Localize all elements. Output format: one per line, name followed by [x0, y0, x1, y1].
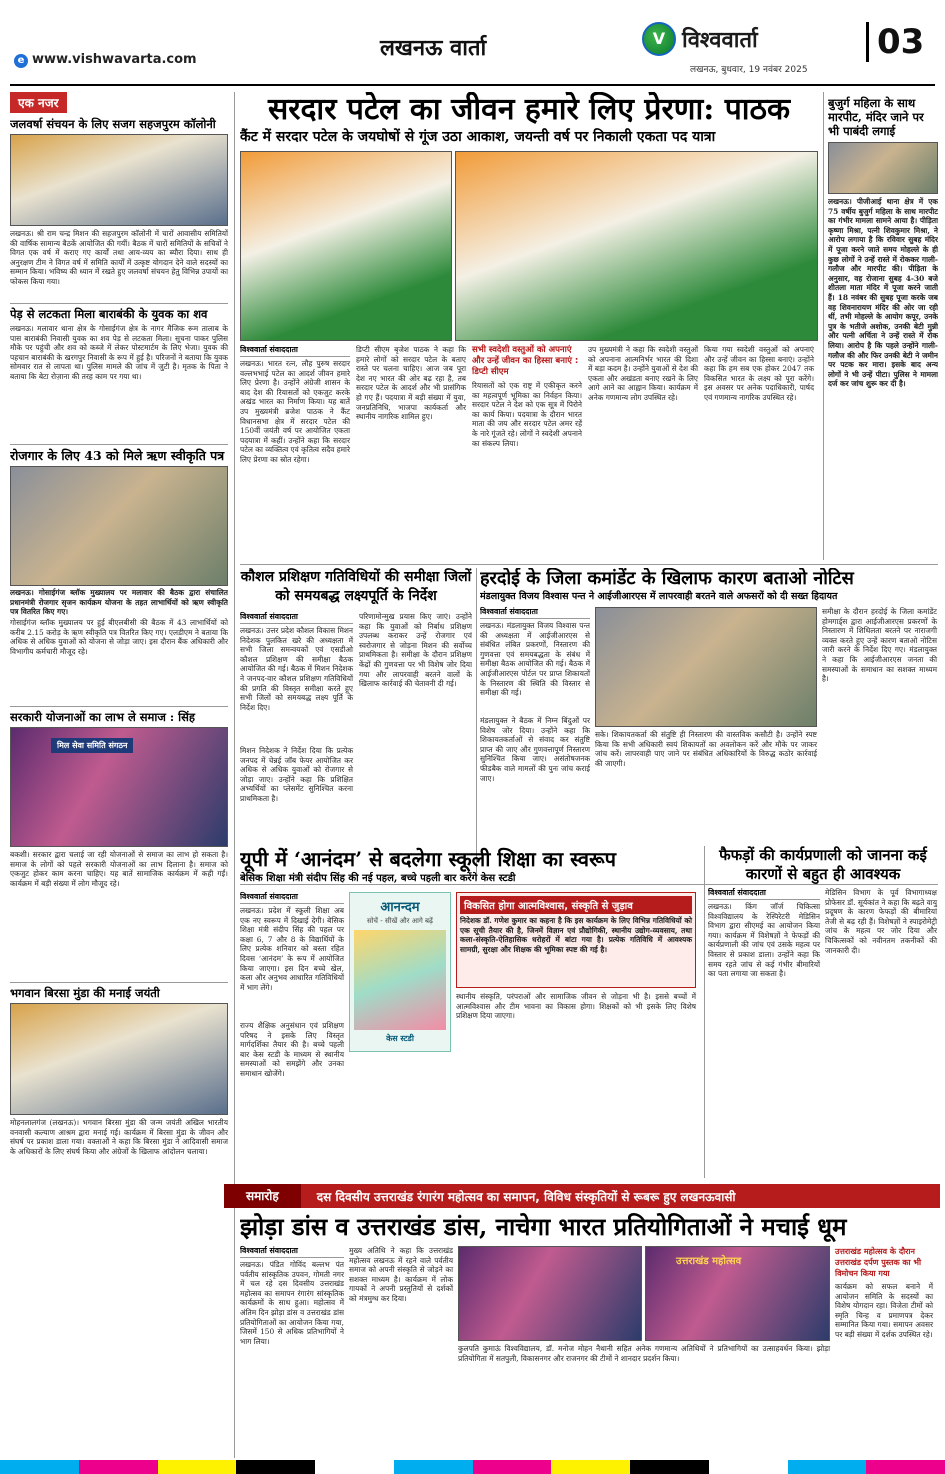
story-subhead: मंडलायुक्त विजय विश्वास पन्त ने आईजीआरएस में लापरवाही बरतने वाले अफसरों को दी सख्त हिदायत	[480, 591, 838, 602]
lead-headline: सरदार पटेल का जीवन हमारे लिए प्रेरणा: पाठक	[267, 92, 791, 127]
masthead	[0, 0, 945, 88]
lead-photos	[240, 151, 818, 341]
masthead-rule	[10, 84, 935, 86]
byline: विश्ववार्ता संवाददाता	[240, 612, 353, 624]
story-headline: कौशल प्रशिक्षण गतिविधियों की समीक्षा जिलों को समयबद्ध लक्ष्यपूर्ति के निर्देश	[240, 569, 472, 604]
story-body: परिणामोन्मुख प्रयास किए जाएं। उन्होंने कहा कि युवाओं को निर्बाध प्रशिक्षण उपलब्ध कराकर उन्हें रोजगार एवं स्वरोजगार से जोड़ना मिशन की सर्वोच्च प्राथमिकता है। समीक्षा के दौरान प्रशिक्षण केंद्रों की गुणवत्ता पर भी विशेष जोर दिया गया और लापरवाही बरतने वालों के खिलाफ कार्रवाई की चेतावनी दी गई।	[359, 612, 472, 689]
box-headline: विकसित होगा आत्मविश्वास, संस्कृति से जुड़ाव	[460, 896, 692, 914]
byline: विश्ववार्ता संवाददाता	[240, 892, 344, 904]
school-story	[240, 846, 700, 1178]
story-headline: बुजुर्ग महिला के साथ मारपीट, मंदिर जाने पर भी पाबंदी लगाई	[828, 96, 924, 138]
banner-text: दस दिवसीय उत्तराखंड रंगारंग महोत्सव का समापन, विविध संस्कृतियों से रूबरू हुए लखनऊवासी	[316, 1189, 736, 1204]
skill-story	[240, 568, 472, 880]
lead-col	[588, 345, 698, 550]
story-body: कुलपति कुमाऊं विश्वविद्यालय, डॉ. मनोज मोहन नैथानी सहित अनेक गणमान्य अतिथियों ने प्रतिभागियों का उत्साहवर्धन किया। झोड़ा प्रतियोगिता में सतपुली, विकासनगर और राजनगर की टीमों ने शानदार प्रदर्शन किया।	[458, 1344, 830, 1363]
photo-banner-text: मिल सेवा समिति संगठन	[51, 738, 133, 753]
story-col	[480, 607, 590, 832]
story-body: लखनऊ। प्रदेश में स्कूली शिक्षा अब एक नए स्वरूप में दिखाई देगी। बेसिक शिक्षा मंत्री संदीप सिंह की पहल पर कक्षा 6, 7 और 8 के विद्यार्थियों के लिए प्रत्येक शनिवार को बस्ता रहित दिवस ‘आनंदम’ के रूप में आयोजित किया जाएगा। इस दिन बच्चे खेल, कला और अनुभव आधारित गतिविधियों में भाग लेंगे।	[240, 906, 344, 992]
lead-photo	[455, 151, 818, 341]
lead-body: उप मुख्यमंत्री ने कहा कि स्वदेशी वस्तुओं को अपनाना आत्मनिर्भर भारत की दिशा में बड़ा कदम है। उन्होंने युवाओं से देश की एकता और अखंडता बनाए रखने के लिए आगे आने का आह्वान किया। कार्यक्रम में अनेक गणमान्य लोग उपस्थित रहे।	[588, 345, 698, 402]
byline: विश्ववार्ता संवाददाता	[480, 607, 590, 619]
right-story	[828, 96, 938, 560]
story-headline: रोजगार के लिए 43 को मिले ऋण स्वीकृति पत्र	[10, 444, 228, 463]
story-photo	[595, 607, 817, 727]
banner-kicker: समारोह	[224, 1184, 301, 1208]
story-body: समीक्षा के दौरान हरदोई के जिला कमांडेंट होमगार्ड्स द्वारा आईजीआरएस प्रकरणों के निस्तारण में शिथिलता बरतने पर नाराजगी व्यक्त करते हुए उन्हें कारण बताओ नोटिस जारी करने के निर्देश दिए गए। मंडलायुक्त ने कहा कि आईजीआरएस जनता की समस्याओं के समाधान का सशक्त माध्यम है।	[822, 607, 937, 684]
column-divider	[234, 92, 235, 1458]
story-photo	[10, 727, 228, 847]
brand-logo-icon: V	[642, 22, 676, 56]
dateline: लखनऊ, बुधवार, 19 नवंबर 2025	[690, 65, 808, 75]
box-body: निदेशक डॉ. गणेश कुमार का कहना है कि इस कार्यक्रम के लिए विभिन्न गतिविधियों को एक सूची तैयार की है, जिनमें विज्ञान एवं प्रौद्योगिकी, स्थानीय उद्योग-व्यवसाय, तथा कला-संस्कृति-ऐतिहासिक धरोहरों में बांटा गया है। प्रत्येक गतिविधि में आवश्यक सामग्री, सुरक्षा और शिक्षक की भूमिका स्पष्ट की गई है।	[460, 916, 692, 954]
story-col	[240, 1246, 344, 1450]
story-headline: यूपी में ‘आनंदम’ से बदलेगा स्कूली शिक्षा का स्वरूप	[240, 847, 616, 871]
lead-col	[704, 345, 814, 550]
color-registration-bar	[0, 1460, 945, 1474]
lung-story	[708, 846, 938, 1178]
story-col	[825, 888, 937, 1152]
left-column	[10, 92, 228, 1458]
story-headline: पेड़ से लटकता मिला बाराबंकी के युवक का शव	[10, 303, 228, 321]
story-body: स्थानीय संस्कृति, परंपराओं और सामाजिक जीवन से जोड़ना भी है। इससे बच्चों में आत्मविश्वास और टीम भावना का विकास होगा। शिक्षकों को भी इसके लिए विशेष प्रशिक्षण दिया जाएगा।	[456, 992, 696, 1021]
story-columns	[240, 1246, 938, 1450]
story-body: मिशन निदेशक ने निर्देश दिया कि प्रत्येक जनपद में चेन्नई जॉब फेयर आयोजित कर अधिक से अधिक युवाओं को रोजगार से जोड़ा जाए। उन्होंने कहा कि प्रशिक्षित अभ्यर्थियों का प्लेसमेंट सुनिश्चित करना प्राथमिकता है।	[240, 746, 353, 803]
brand-name: विश्ववार्ता	[682, 28, 758, 53]
byline: विश्ववार्ता संवाददाता	[708, 888, 820, 900]
story-subhead: बेसिक शिक्षा मंत्री संदीप सिंह की नई पहल, बच्चे पहली बार करेंगे केस स्टडी	[240, 873, 516, 884]
story-col	[349, 1246, 453, 1450]
pull-quote: सभी स्वदेशी वस्तुओं को अपनाएं और उन्हें जीवन का हिस्सा बनाएं : डिप्टी सीएम	[472, 345, 579, 377]
photo-caption: लखनऊ। गोसाईगंज ब्लॉक मुख्यालय पर मलावार की बैठक द्वारा संचालित प्रधानमंत्री रोजगार सृजन कार्यक्रम योजना के तहत लाभार्थियों को ऋण स्वीकृति पत्र वितरित किए गए।	[10, 588, 228, 617]
lead-story	[240, 92, 818, 560]
story-headline: हरदोई के जिला कमांडेंट के खिलाफ कारण बताओ नोटिस	[480, 568, 854, 589]
lead-subhead: कैंट में सरदार पटेल के जयघोषों से गूंज उठा आकाश, जयन्ती वर्ष पर निकाली एकता पद यात्रा	[240, 129, 716, 145]
lead-body: लखनऊ। भारत रत्न, लौह पुरुष सरदार वल्लभभाई पटेल का आदर्श जीवन हमारे लिए प्रेरणा है। उन्होंने अंग्रेजी शासन के बाद देश की रियासतों को एकजुट करके अखंड भारत का निर्माण किया। यह बातें उप मुख्यमंत्री ब्रजेश पाठक ने कैंट विधानसभा क्षेत्र में सरदार पटेल की 150वीं जयंती वर्ष पर आयोजित एकता पदयात्रा में कहीं। उन्होंने कहा कि सरदार पटेल का व्यक्तित्व एवं कृतित्व सदैव हमारे लिए प्रेरणा का स्रोत रहेगा।	[240, 359, 350, 464]
story-body: राज्य शैक्षिक अनुसंधान एवं प्रशिक्षण परिषद ने इसके लिए विस्तृत मार्गदर्शिका तैयार की है। बच्चे पहली बार केस स्टडी के माध्यम से स्थानीय समस्याओं को समझेंगे और उनका समाधान खोजेंगे।	[240, 1021, 344, 1078]
story-columns	[480, 607, 938, 832]
kicker-ek-nazar: एक नजर	[10, 92, 67, 113]
highlight-box	[456, 892, 696, 988]
story-headline: फैफड़ों की कार्यप्रणाली को जानना कई कारणों से बहुत ही आवश्यक	[719, 846, 927, 883]
lead-col	[240, 345, 350, 550]
story-col	[595, 607, 817, 832]
lead-photo	[240, 151, 452, 341]
row-divider	[240, 564, 938, 565]
story-col	[822, 607, 937, 832]
booklet-footer: केस स्टडी	[386, 1034, 414, 1043]
story-photo	[458, 1246, 642, 1341]
story-col	[458, 1246, 830, 1450]
story-body: लखनऊ। पीजीआई थाना क्षेत्र में एक 75 वर्षीय बुजुर्ग महिला के साथ मारपीट का गंभीर मामला सामने आया है। पीड़िता कृष्णा मिश्रा, पत्नी शिवकुमार मिश्रा, ने आरोप लगाया है कि रविवार सुबह मंदिर में पूजा करने जाते समय मोहल्ले के ही कुछ लोगों ने उन्हें रास्ते में रोककर गाली-गलौज और मारपीट की। पीड़िता के अनुसार, वह रोजाना सुबह 4-30 बजे शीतला माता मंदिर में पूजा करने जाती हैं। 18 नवंबर की सुबह पूजा करके जब वह शिवनारायण मंदिर की ओर जा रही थीं, तभी मोहल्ले के आयोग कपूर, उनके पुत्र के भतीजे अशोक, उनकी बेटी मुन्नी और पत्नी अर्चिता ने उन्हें रास्ते में रोक लिया। आरोप है कि पहले उन्होंने गाली-गलौज की और फिर उनकी बेटी ने जमीन पर पटक कर मारा। इसके बाद अन्य लोगों ने भी उन्हें पीटा। पुलिस ने मामला दर्ज कर जांच शुरू कर दी है।	[828, 197, 938, 389]
site-url[interactable]	[14, 52, 197, 68]
story-body: मोहनलालगंज (लखनऊ)। भगवान बिरसा मुंडा की जन्म जयंती अखिल भारतीय वनवासी कल्याण आश्रम द्वारा मनाई गई। कार्यक्रम में बिरसा मुंडा के जीवन और संघर्ष पर प्रकाश डाला गया। वक्ताओं ने कहा कि बिरसा मुंडा ने आदिवासी समाज के अधिकारों के लिए संघर्ष किया और अंग्रेजों के खिलाफ आंदोलन चलाया।	[10, 1118, 228, 1156]
festival-banner	[224, 1184, 940, 1208]
story-body: सके। शिकायतकर्ता की संतुष्टि ही निस्तारण की वास्तविक कसौटी है। उन्होंने स्पष्ट किया कि सभी अधिकारी स्वयं शिकायतों का अवलोकन करें और मौके पर जाकर जांच करें। लापरवाही पाए जाने पर संबंधित अधिकारियों के विरुद्ध कठोर कार्रवाई की जाएगी।	[595, 730, 817, 768]
lead-body-columns	[240, 345, 818, 550]
story-col	[708, 888, 820, 1152]
anandam-booklet	[349, 892, 451, 1052]
story-body: लखनऊ। मलावार थाना क्षेत्र के गोसाईगंज क्षेत्र के नागर मैजिक रूम तालाब के पास बाराबंकी निवासी युवक का शव पेड़ से लटकता मिला। सूचना पाकर पुलिस मौके पर पहुंची और शव को कब्जे में लेकर पोस्टमार्टम के लिए भेजा। युवक की पहचान बाराबंकी के खरगपुर निवासी के रूप में हुई है। परिजनों ने बताया कि युवक सोमवार रात से लापता था। पुलिस मामले की जांच में जुटी है। मृतक के पिता ने बताया कि बेटा रोज़ाना की तरह काम पर गया था।	[10, 324, 228, 381]
story-headline: सरकारी योजनाओं का लाभ ले समाज : सिंह	[10, 706, 228, 724]
booklet-subtitle: सोचें - सीखें और आगे बढ़ें	[367, 917, 433, 925]
story-headline: झोड़ा डांस व उत्तराखंड डांस, नाचेगा भारत प्रतियोगिताओं ने मचाई धूम	[240, 1212, 847, 1241]
story-body: लखनऊ। मंडलायुक्त विजय विश्वास पन्त की अध्यक्षता में आईजीआरएस से संबंधित लंबित प्रकरणों, निस्तारण की गुणवत्ता एवं समयबद्धता के संबंध में समीक्षा बैठक आयोजित की गई। बैठक में आईजीआरएस पोर्टल पर प्राप्त शिकायतों के निस्तारण की स्थिति की विस्तार से समीक्षा की गई।	[480, 621, 590, 698]
story-columns	[240, 612, 472, 857]
photo-sign-text: उत्तराखंड महोत्सव	[676, 1256, 742, 1267]
festival-photos	[458, 1246, 830, 1341]
story-photo	[828, 142, 938, 194]
column-divider	[476, 568, 477, 880]
story-body: लखनऊ। पंडित गोविंद बल्लभ पंत पर्वतीय सांस्कृतिक उपवन, गोमती नगर में चल रहे दस दिवसीय उत्तराखंड महोत्सव का समापन रंगारंग सांस्कृतिक कार्यक्रमों के साथ हुआ। महोत्सव में अंतिम दिन झोड़ा डांस व उत्तराखंड डांस प्रतियोगिताओं का आयोजन किया गया, जिसमें 150 से अधिक प्रतिभागियों ने भाग लिया।	[240, 1260, 344, 1346]
byline: विश्ववार्ता संवाददाता	[240, 1246, 344, 1258]
booklet-title: आनन्दम	[380, 900, 420, 915]
lead-body: रियासतों को एक राष्ट्र में एकीकृत करने का महत्वपूर्ण भूमिका का निर्वहन किया। सरदार पटेल ने देश को एक सूत्र में पिरोने का कार्य किया। पदयात्रा के दौरान भारत माता की जय और सरदार पटेल अमर रहें के नारे गूंजते रहे। लोगों ने स्वदेशी अपनाने का संकल्प लिया।	[472, 381, 582, 448]
story-col	[359, 612, 472, 857]
story-headline: जलवर्षा संचयन के लिए सजग सहजपुरम कॉलोनी	[10, 117, 216, 131]
story-body: बकशी। सरकार द्वारा चलाई जा रही योजनाओं से समाज का लाभ हो सकता है। समाज के लोगों को पहले सरकारी योजनाओं का लाभ दिलाना है। समाज को एकजुट होकर काम करना चाहिए। यह बातें सामाजिक कार्यक्रम में कही गईं। कार्यक्रम में बड़ी संख्या में लोग मौजूद रहे।	[10, 850, 228, 888]
story-photo	[10, 466, 228, 586]
story-body: कार्यक्रम को सफल बनाने में आयोजन समिति के सदस्यों का विशेष योगदान रहा। विजेता टीमों को स्मृति चिन्ह व प्रमाणपत्र देकर सम्मानित किया गया। समापन अवसर पर बड़ी संख्या में दर्शक उपस्थित रहे।	[835, 1282, 933, 1339]
lead-body: किया गया स्वदेशी वस्तुओं को अपनाएं और उन्हें जीवन का हिस्सा बनाएं। उन्होंने कहा कि हम सब एक होकर 2047 तक विकसित भारत के लक्ष्य को पूरा करेंगे। इस अवसर पर अनेक पदाधिकारी, पार्षद एवं गणमान्य नागरिक उपस्थित रहे।	[704, 345, 814, 402]
story-col	[835, 1246, 933, 1450]
story-col	[240, 612, 353, 857]
browser-icon: e	[14, 54, 28, 68]
story-headline: भगवान बिरसा मुंडा की मनाई जयंती	[10, 982, 228, 1000]
story-body: लखनऊ। श्री राम चन्द्र मिशन की सहजपुरम कॉलोनी में चारों आवासीय समितियों की वार्षिक सामान्य बैठकें आयोजित की गयीं। बैठक में चारों समितियों के सचिवों ने विगत एक वर्ष में कराए गए कार्यों तथा आय-व्यय का ब्यौरा दिया। साथ ही अनुरक्षण टीम ने विगत वर्ष में समिति कार्यों में उत्कृष्ट योगदान देने वाले सदस्यों का सम्मान किया। भविष्य की ध्यान में रखते हुए जलवर्षा संचयन हेतु विभिन्न उपायों का फोकस किया गया।	[10, 229, 228, 286]
story-columns	[240, 892, 700, 1126]
story-body: लखनऊ। किंग जॉर्ज चिकित्सा विश्वविद्यालय के रेस्पिरेटरी मेडिसिन विभाग द्वारा सीएमई का आयोजन किया गया। कार्यक्रम में विशेषज्ञों ने फेफड़ों की कार्यप्रणाली की जांच एवं उसके महत्व पर विस्तार से प्रकाश डाला। उन्होंने कहा कि समय रहते जांच से कई गंभीर बीमारियों का पता लगाया जा सकता है।	[708, 902, 820, 979]
lead-col	[472, 345, 582, 550]
column-divider	[823, 92, 824, 560]
story-photo	[10, 1003, 228, 1115]
story-body: गोसाईगंज ब्लॉक मुख्यालय पर हुई बीएलबीसी की बैठक में 43 लाभार्थियों को करीब 2.15 करोड़ के ऋण स्वीकृति पत्र वितरित किए गए। एलडीएम ने बताया कि अधिक से अधिक युवाओं को योजना से जोड़ा जाए। इस दौरान बैंक अधिकारी और विभागीय कर्मचारी मौजूद रहे।	[10, 618, 228, 656]
story-col	[240, 892, 344, 1126]
booklet-illustration	[354, 930, 446, 1030]
festival-story	[240, 1212, 938, 1458]
story-columns	[708, 888, 938, 1152]
story-body: मंडलायुक्त ने बैठक में निम्न बिंदुओं पर विशेष जोर दिया। उन्होंने कहा कि शिकायतकर्ताओं से संवाद कर संतुष्टि प्राप्त की जाए और गुणवत्तापूर्ण निस्तारण सुनिश्चित किया जाए। असंतोषजनक फीडबैक वाले मामलों की पुनः जांच कराई जाए।	[480, 716, 590, 783]
lead-body: डिप्टी सीएम बृजेश पाठक ने कहा कि हमारे लोगों को सरदार पटेल के बताए रास्ते पर चलना चाहिए। आज जब पूरा देश नए भारत की ओर बढ़ रहा है, तब सरदार पटेल के आदर्श और भी प्रासंगिक हो गए हैं। पदयात्रा में बड़ी संख्या में युवा, जनप्रतिनिधि, भाजपा कार्यकर्ता और स्थानीय नागरिक शामिल हुए।	[356, 345, 466, 422]
story-col	[456, 892, 696, 1126]
story-photo	[10, 134, 228, 226]
story-body: मेडिसिन विभाग के पूर्व विभागाध्यक्ष प्रोफेसर डॉ. सूर्यकांत ने कहा कि बढ़ते वायु प्रदूषण के कारण फेफड़ों की बीमारियां तेजी से बढ़ रही हैं। विशेषज्ञों ने स्पाइरोमेट्री जांच के महत्व पर जोर दिया और चिकित्सकों को नवीनतम तकनीकों की जानकारी दी।	[825, 888, 937, 955]
lead-col	[356, 345, 466, 550]
byline: विश्ववार्ता संवाददाता	[240, 345, 350, 357]
brand	[642, 22, 758, 56]
story-body: मुख्य अतिथि ने कहा कि उत्तराखंड महोत्सव लखनऊ में रहने वाले पर्वतीय समाज को अपनी संस्कृति से जोड़ने का सशक्त माध्यम है। कार्यक्रम में लोक गायकों ने अपनी प्रस्तुतियों से दर्शकों को मंत्रमुग्ध कर दिया।	[349, 1246, 453, 1303]
story-photo	[645, 1246, 830, 1341]
section-name: लखनऊ वार्ता	[380, 35, 487, 61]
column-divider	[704, 846, 705, 1178]
page-number: 03	[866, 22, 926, 62]
story-body: लखनऊ। उत्तर प्रदेश कौशल विकास मिशन निदेशक पुलकित खरे की अध्यक्षता में सभी जिला समन्वयकों एवं एसडीओ कौशल प्रशिक्षण की समीक्षा बैठक आयोजित की गई। बैठक में मिशन निदेशक ने जनपद-वार कौशल प्रशिक्षण गतिविधियों की प्रगति की विस्तृत समीक्षा करते हुए सभी जिलों को समयबद्ध लक्ष्य पूर्ति के निर्देश दिए।	[240, 626, 353, 712]
side-kicker: उत्तराखंड महोत्सव के दौरान उत्तराखंड दर्पण पुस्तक का भी विमोचन किया गया	[835, 1247, 922, 1278]
site-url-text: www.vishwavarta.com	[32, 52, 197, 67]
hardoi-story	[480, 568, 938, 840]
